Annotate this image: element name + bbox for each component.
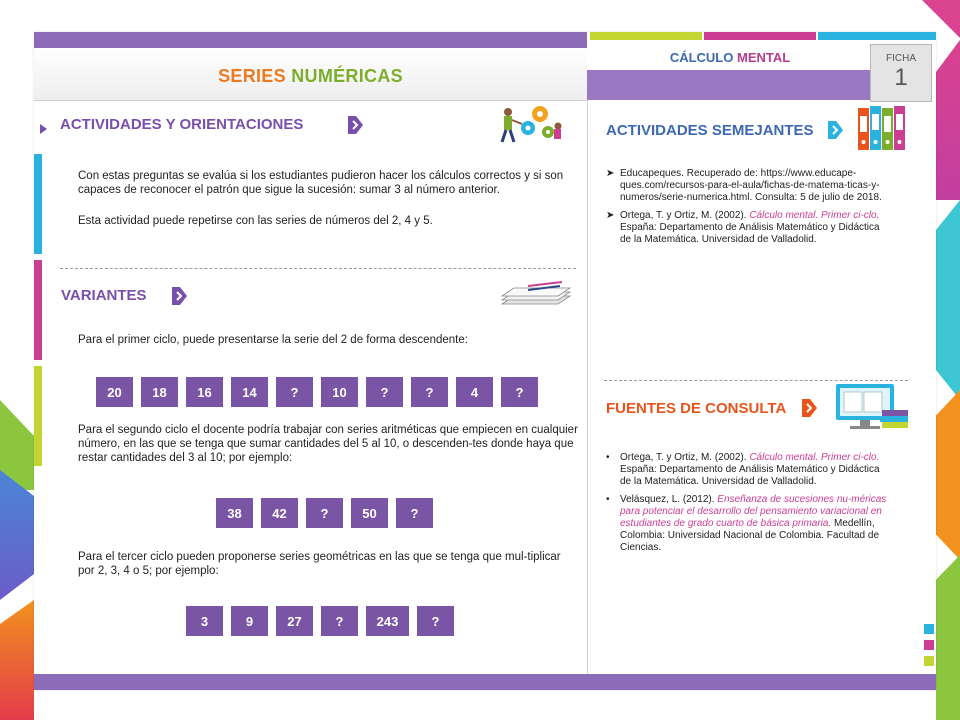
reference-author: Ortega, T. y Ortiz, M. (2002). (620, 452, 747, 463)
reference-text: Educapeques. Recuperado de: https://www.educape-ques.com/recursos-para-el-aula/fichas-de-matema-ticas-y-numeros/serie-numerica.html. Consulta: 5 de julio de 2018. (620, 168, 882, 203)
number-box: 10 (321, 377, 358, 407)
number-box: 3 (186, 606, 223, 636)
arrow-bullet-icon: ➤ (606, 168, 615, 179)
number-box: 18 (141, 377, 178, 407)
number-box: 4 (456, 377, 493, 407)
reference-publisher: Medellín, Colombia: Universidad Nacional de Colombia. Facultad de Ciencias. (620, 518, 880, 553)
number-box: 38 (216, 498, 253, 528)
calc-purple-band (587, 70, 870, 100)
edge-strip-right-green (936, 555, 960, 720)
left-bar-green (34, 366, 42, 466)
number-box: 16 (186, 377, 223, 407)
paper-stack-icon (498, 278, 574, 310)
header-stripe-green (590, 32, 702, 40)
number-box: ? (306, 498, 343, 528)
footer-bar (34, 674, 936, 690)
calc-title (590, 50, 870, 65)
reference-item (606, 452, 892, 488)
actividades-paragraph-2: Esta actividad puede repetirse con las series de números del 2, 4 y 5. (78, 215, 433, 227)
number-series-2 (216, 498, 433, 528)
section-title-actividades: ACTIVIDADES Y ORIENTACIONES (60, 116, 304, 133)
reference-publisher: España: Departamento de Análisis Matemático y Didáctica de la Matemática. Universidad de Valladolid. (620, 222, 880, 245)
computer-books-icon (834, 382, 910, 432)
gears-people-icon (496, 102, 562, 146)
number-series-1 (96, 377, 538, 407)
edge-strip-left-orange (0, 600, 34, 720)
column-divider (587, 100, 588, 690)
number-box: 9 (231, 606, 268, 636)
number-box: ? (396, 498, 433, 528)
calc-word-calculo: CÁLCULO (669, 50, 734, 65)
worksheet-page (34, 32, 936, 690)
reference-author: Velásquez, L. (2012). (620, 494, 715, 505)
reference-item (606, 168, 892, 204)
left-bar-magenta (34, 260, 42, 360)
dot-bullet-icon: • (606, 452, 610, 463)
header-stripe-cyan (818, 32, 936, 40)
number-box: 27 (276, 606, 313, 636)
title-word-numericas: NUMÉRICAS (291, 66, 403, 86)
number-box: ? (411, 377, 448, 407)
ficha-badge (870, 44, 932, 102)
reference-item (606, 494, 892, 554)
fuentes-references (606, 452, 892, 560)
section-title-semejantes: ACTIVIDADES SEMEJANTES (606, 122, 814, 139)
arrow-badge-icon (348, 116, 363, 134)
section-divider (604, 380, 908, 381)
dot-bullet-icon: • (606, 494, 610, 505)
section-divider (60, 268, 576, 269)
actividades-paragraph-1: Con estas preguntas se evalúa si los estudiantes pudieron hacer los cálculos correctos y si son capaces de reconocer el patrón que sigue la sucesión: sumar 3 al número anterior. (78, 170, 564, 196)
number-box: ? (276, 377, 313, 407)
header-stripe-magenta (704, 32, 816, 40)
number-box: 20 (96, 377, 133, 407)
section-title-fuentes: FUENTES DE CONSULTA (606, 400, 787, 417)
title-word-series: SERIES (218, 66, 286, 86)
number-box: 243 (366, 606, 409, 636)
section-marker-icon (40, 124, 47, 134)
number-box: ? (321, 606, 358, 636)
reference-title: Cálculo mental. Primer ci-clo. (749, 210, 880, 221)
ficha-number: 1 (894, 64, 908, 91)
reference-title: Enseñanza de sucesiones nu-méricas para potenciar el desarrollo del pensamiento variacional en estudiantes de grado cuarto de básica primaria. (620, 494, 887, 529)
binders-icon (856, 104, 912, 152)
arrow-bullet-icon: ➤ (606, 210, 615, 221)
reference-author: Ortega, T. y Ortiz, M. (2002). (620, 210, 747, 221)
semejantes-references (606, 168, 892, 252)
decor-square-green (924, 656, 934, 666)
number-box: ? (366, 377, 403, 407)
arrow-badge-icon (802, 399, 817, 417)
variantes-paragraph-2: Para el segundo ciclo el docente podría trabajar con series aritméticas que empiecen en cualquier número, en las que se tenga que sumar cantidades del 5 al 10, o descenden-tes donde haya que restar cantidades del 3 al 10; por ejemplo: (78, 424, 578, 464)
reference-item (606, 210, 892, 246)
arrow-badge-icon (172, 287, 187, 305)
section-title-variantes: VARIANTES (61, 287, 147, 304)
header-bar (34, 32, 587, 48)
edge-strip-right-cyan (936, 200, 960, 400)
reference-publisher: España: Departamento de Análisis Matemático y Didáctica de la Matemática. Universidad de Valladolid. (620, 464, 880, 487)
decor-square-magenta (924, 640, 934, 650)
calc-word-mental: MENTAL (736, 50, 791, 65)
decor-square-cyan (924, 624, 934, 634)
variantes-paragraph-1: Para el primer ciclo, puede presentarse la serie del 2 de forma descendente: (78, 334, 468, 346)
ficha-label: FICHA (886, 53, 916, 64)
number-box: 50 (351, 498, 388, 528)
number-box: ? (501, 377, 538, 407)
number-box: 14 (231, 377, 268, 407)
reference-title: Cálculo mental. Primer ci-clo. (749, 452, 880, 463)
page-title (34, 66, 587, 87)
variantes-paragraph-3: Para el tercer ciclo pueden proponerse series geométricas en las que se tenga que mul-tiplicar por 2, 3, 4 o 5; por ejemplo: (78, 551, 561, 577)
arrow-badge-icon (828, 121, 843, 139)
edge-strip-right-orange (936, 390, 960, 560)
number-series-3 (186, 606, 454, 636)
number-box: ? (417, 606, 454, 636)
left-bar-cyan (34, 154, 42, 254)
number-box: 42 (261, 498, 298, 528)
